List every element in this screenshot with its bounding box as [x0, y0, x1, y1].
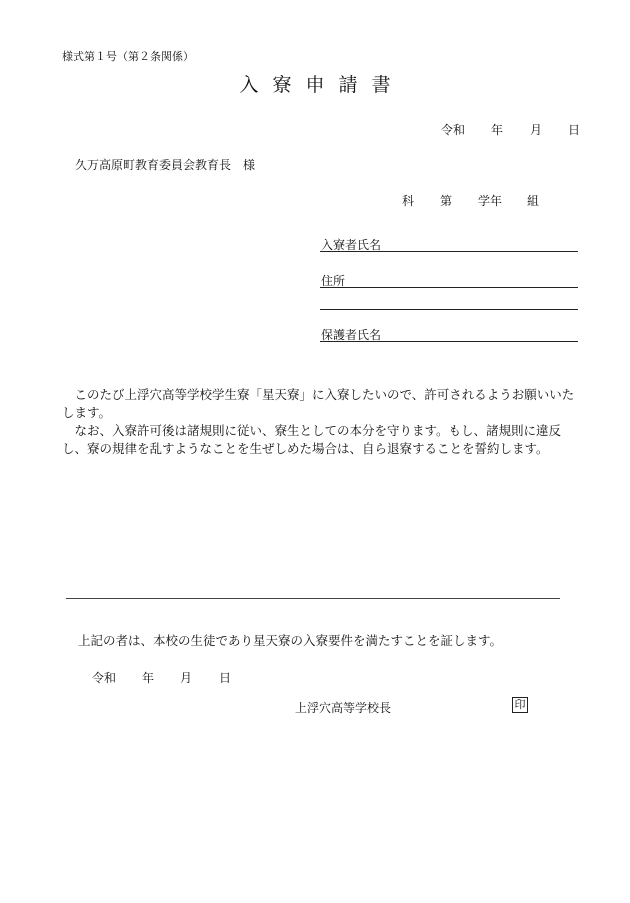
principal-title: 上浮穴高等学校長	[295, 701, 392, 715]
address-label: 住所	[321, 274, 346, 288]
grade-label: 学年	[478, 194, 503, 208]
applicant-name-label: 入寮者氏名	[321, 238, 382, 252]
guardian-name-label: 保護者氏名	[321, 328, 382, 342]
address-field-line-2[interactable]	[320, 309, 578, 310]
document-title: 入寮申請書	[239, 74, 405, 96]
applicant-name-field[interactable]	[320, 251, 578, 252]
application-paragraph-2: なお、入寮許可後は諸規則に従い、寮生としての本分を守ります。もし、諸規則に違反し、寮の規律を乱すようなことを生ぜしめた場合は、自ら退寮することを誓約します。	[62, 423, 562, 456]
top-date-year: 年	[491, 123, 504, 137]
addressee: 久万高原町教育委員会教育長 様	[75, 158, 256, 172]
seal-stamp-icon: 印	[512, 697, 528, 713]
application-body	[62, 386, 578, 458]
grade-prefix-label: 第	[440, 194, 453, 208]
course-label: 科	[402, 194, 415, 208]
cert-date-month: 月	[180, 671, 193, 685]
top-date-era: 令和	[441, 123, 466, 137]
address-field-line-1[interactable]	[320, 287, 578, 288]
certification-statement: 上記の者は、本校の生徒であり星天寮の入寮要件を満たすことを証します。	[78, 633, 503, 648]
cert-date-era: 令和	[92, 671, 117, 685]
guardian-name-field[interactable]	[320, 341, 578, 342]
cert-date-year: 年	[142, 671, 155, 685]
form-number: 様式第１号（第２条関係）	[62, 50, 194, 63]
top-date-month: 月	[530, 123, 543, 137]
cert-date-day: 日	[219, 671, 232, 685]
application-paragraph-1: このたび上浮穴高等学校学生寮「星天寮」に入寮したいので、許可されるようお願いいたします。	[62, 387, 575, 420]
top-date-day: 日	[568, 123, 581, 137]
group-label: 組	[527, 194, 540, 208]
section-divider	[66, 598, 560, 599]
